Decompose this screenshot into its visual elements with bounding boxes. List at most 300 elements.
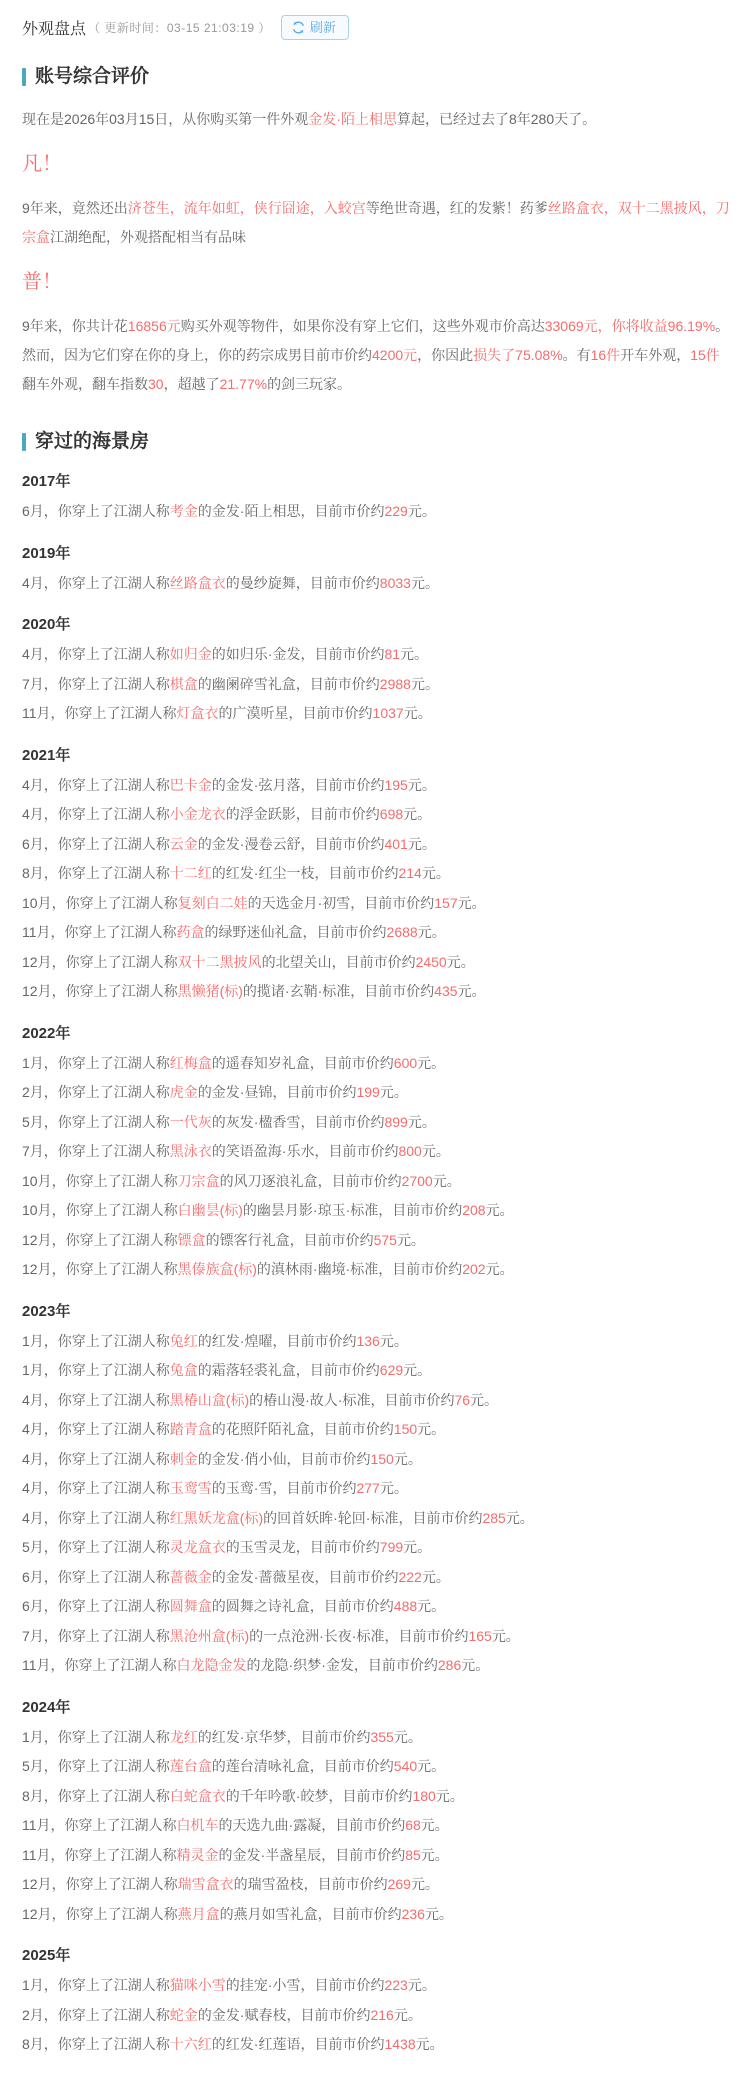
item-price: 202	[462, 1261, 486, 1277]
item-price: 629	[379, 1362, 404, 1378]
timeline-entry	[22, 1445, 732, 1475]
plain-text: 元。	[417, 1421, 446, 1437]
plain-text: 。有	[562, 347, 591, 363]
item-price: 2450	[415, 953, 447, 970]
item-price: 800	[398, 1143, 422, 1159]
item-nickname: 灯盒衣	[176, 705, 219, 721]
plain-text: 的	[242, 983, 257, 999]
plain-text: ，目前市价约	[295, 574, 380, 591]
item-name: 红发·京华梦	[211, 1728, 287, 1745]
plain-text: ，你穿上了江湖人称	[43, 1113, 170, 1130]
item-nickname: 黑沧州盒(标)	[169, 1627, 250, 1644]
entry-month: 11月	[22, 1817, 51, 1833]
plain-text: ，目前市价约	[370, 1391, 455, 1408]
plain-text: 江湖绝配，外观搭配相当有品味	[50, 229, 246, 245]
timeline-entry	[22, 1592, 732, 1622]
plain-text: 的	[197, 675, 212, 692]
item-name: 玉鸾·雪	[225, 1480, 273, 1496]
item-price: 575	[373, 1231, 397, 1248]
plain-text: 的	[242, 1202, 257, 1218]
plain-text: 的	[211, 1421, 226, 1437]
item-nickname: 黑椿山盒(标)	[169, 1391, 250, 1408]
section-title-text: 账号综合评价	[35, 66, 150, 87]
plain-text: 9年来，竟然还出	[22, 200, 128, 216]
item-name: 一点沧洲·长夜·标准	[263, 1627, 385, 1644]
entry-month: 12月	[22, 1261, 52, 1277]
entry-month: 6月	[22, 835, 44, 852]
highlight-text: 30	[148, 376, 164, 392]
plain-text: ，目前市价约	[398, 1509, 483, 1526]
plain-text: 的	[197, 1362, 212, 1378]
plain-text: ，超越了	[163, 376, 220, 392]
item-name: 花照阡陌礼盒	[225, 1421, 310, 1437]
entry-month: 5月	[22, 1113, 44, 1130]
entry-month: 10月	[22, 1202, 52, 1218]
plain-text: 的	[197, 1332, 212, 1349]
plain-text: 元。	[407, 1977, 436, 1993]
item-name: 红发·红尘一枝	[225, 865, 315, 881]
plain-text: 的	[246, 1657, 261, 1673]
timeline-entry	[22, 800, 732, 830]
timeline-entry	[22, 1752, 732, 1782]
item-nickname: 虎金	[169, 1084, 198, 1100]
plain-text: 。然而，因为它们穿在你的身上，你的药宗成男目前市价约	[22, 318, 730, 363]
plain-text: ，你穿上了江湖人称	[43, 1362, 170, 1378]
plain-text: 元。	[403, 1539, 432, 1555]
timeline-entry	[22, 1049, 732, 1079]
plain-text: ，目前市价约	[350, 894, 435, 911]
item-price: 698	[379, 806, 404, 822]
refresh-button[interactable]	[281, 15, 349, 40]
grade-heading: 普！	[22, 271, 62, 293]
section-title-evaluation	[22, 64, 732, 90]
item-price: 2988	[379, 675, 411, 692]
plain-text: ，你穿上了江湖人称	[43, 1787, 170, 1804]
plain-text: 的	[211, 1143, 226, 1159]
plain-text: ，你穿上了江湖人称	[43, 1728, 170, 1745]
item-price: 150	[370, 1450, 394, 1467]
entry-month: 4月	[22, 776, 44, 793]
item-price: 208	[462, 1202, 486, 1218]
plain-text: ，目前市价约	[321, 1817, 406, 1833]
plain-text: 元。	[393, 2006, 422, 2023]
item-name: 金发·昼锦	[211, 1084, 273, 1100]
plain-text: ，你穿上了江湖人称	[51, 1876, 178, 1892]
plain-text: 元。	[403, 806, 432, 822]
plain-text: 元。	[421, 1568, 450, 1585]
plain-text: ，目前市价约	[300, 835, 385, 852]
plain-text: ，目前市价约	[295, 1539, 380, 1555]
timeline-entry	[22, 1196, 732, 1226]
plain-text: 的	[211, 1480, 226, 1496]
plain-text: 的	[211, 2036, 226, 2052]
item-nickname: 白蛇盒衣	[169, 1787, 226, 1804]
plain-text: 元。	[420, 1817, 449, 1833]
item-nickname: 踏青盒	[169, 1421, 212, 1437]
item-name: 莲台清咏礼盒	[225, 1758, 310, 1774]
plain-text: 元。	[435, 1787, 464, 1804]
item-name: 如归乐·金发	[225, 646, 301, 662]
item-nickname: 刺金	[169, 1450, 198, 1467]
plain-text: ，目前市价约	[300, 776, 385, 793]
item-price: 214	[398, 865, 422, 881]
plain-text: ，目前市价约	[309, 1421, 394, 1437]
item-price: 277	[356, 1480, 380, 1496]
highlight-text: 21.77%	[219, 376, 268, 392]
entry-month: 1月	[22, 1362, 44, 1378]
plain-text: 的	[197, 1450, 212, 1467]
update-time: （ 更新时间：03-15 21:03:19 ）	[88, 20, 271, 35]
timeline-entry	[22, 670, 732, 700]
timeline-entry	[22, 1255, 732, 1285]
plain-text: 元。	[379, 1084, 408, 1100]
plain-text: ，目前市价约	[317, 1172, 402, 1189]
item-price: 223	[384, 1977, 408, 1993]
item-price: 195	[384, 776, 408, 793]
highlight-text: 4200元	[372, 347, 418, 363]
plain-text: 元。	[505, 1509, 534, 1526]
item-nickname: 白机车	[176, 1817, 219, 1833]
item-name: 广漠听星	[232, 705, 289, 721]
plain-text: ，你穿上了江湖人称	[50, 924, 177, 940]
plain-text: 算起，已经过去了8年280天了。	[396, 111, 597, 127]
entry-month: 1月	[22, 1977, 44, 1993]
item-name: 金发·陌上相思	[211, 503, 301, 519]
item-name: 金发·蔷薇星夜	[225, 1568, 315, 1585]
highlight-text: 15件	[690, 347, 720, 363]
timeline-entry	[22, 771, 732, 801]
plain-text: ，你穿上了江湖人称	[50, 705, 177, 721]
plain-text: 的	[197, 1084, 212, 1100]
plain-text: ，目前市价约	[288, 705, 373, 721]
plain-text: 元。	[415, 2036, 444, 2052]
item-name: 红发·煌曜	[211, 1332, 273, 1349]
timeline-entry	[22, 1108, 732, 1138]
plain-text: ，你穿上了江湖人称	[51, 1905, 178, 1922]
plain-text: 元。	[457, 983, 486, 999]
item-price: 136	[356, 1332, 380, 1349]
plain-text: ，目前市价约	[384, 1627, 469, 1644]
plain-text: ，你穿上了江湖人称	[43, 1084, 170, 1100]
item-price: 269	[387, 1876, 411, 1892]
item-price: 600	[393, 1054, 418, 1071]
plain-text: 的	[211, 1054, 226, 1071]
plain-text: ，目前市价约	[309, 1758, 394, 1774]
section-evaluation	[22, 64, 732, 399]
plain-text: 元。	[446, 953, 475, 970]
plain-text: ，目前市价约	[295, 806, 380, 822]
entry-month: 4月	[22, 806, 44, 822]
plain-text: 的	[225, 1539, 240, 1555]
year-heading: 2020年	[22, 616, 71, 633]
highlight-text: 损失了75.08%	[473, 347, 563, 363]
timeline-entry	[22, 1415, 732, 1445]
plain-text: ，你穿上了江湖人称	[43, 1758, 170, 1774]
entry-month: 4月	[22, 1509, 44, 1526]
plain-text: ，你穿上了江湖人称	[43, 1332, 170, 1349]
item-name: 玉雪灵龙	[239, 1539, 296, 1555]
evaluation-paragraph	[22, 312, 732, 399]
item-name: 灰发·楹香雪	[225, 1113, 301, 1130]
item-nickname: 玉鸾雪	[169, 1480, 212, 1496]
plain-text: ，目前市价约	[295, 1362, 380, 1378]
plain-text: ，你穿上了江湖人称	[43, 1450, 170, 1467]
plain-text: ，目前市价约	[272, 1084, 357, 1100]
plain-text: 的	[211, 646, 226, 662]
plain-text: 元。	[417, 1054, 446, 1071]
plain-text: 的	[249, 1391, 264, 1408]
plain-text: 元。	[407, 835, 436, 852]
plain-text: 的	[263, 1509, 278, 1526]
timeline-entry	[22, 1651, 732, 1681]
timeline-entry	[22, 1811, 732, 1841]
item-name: 金发·俏小仙	[211, 1450, 287, 1467]
plain-text: 现在是2026年03月15日，从你购买第一件外观	[22, 111, 309, 127]
plain-text: ，你穿上了江湖人称	[43, 1627, 170, 1644]
entry-month: 8月	[22, 865, 44, 881]
item-price: 2700	[401, 1172, 433, 1189]
item-price: 81	[384, 646, 401, 662]
year-heading: 2024年	[22, 1698, 71, 1716]
item-name: 燕月如雪礼盒	[233, 1905, 318, 1922]
timeline-entry	[22, 1841, 732, 1871]
year-heading: 2017年	[22, 473, 71, 490]
plain-text: ，目前市价约	[300, 1113, 385, 1130]
plain-text: 的	[219, 1172, 234, 1189]
plain-text: ，目前市价约	[272, 1480, 357, 1496]
accent-bar	[22, 433, 26, 451]
item-price: 68	[405, 1817, 421, 1833]
entry-month: 4月	[22, 1480, 44, 1496]
item-price: 286	[437, 1657, 462, 1673]
page-title: 外观盘点	[22, 20, 87, 38]
item-price: 401	[384, 835, 408, 852]
item-nickname: 丝路盒衣	[169, 574, 226, 591]
plain-text: 元。	[417, 924, 446, 940]
item-nickname: 镖盒	[177, 1231, 206, 1248]
highlight-text: 16件	[590, 347, 621, 363]
timeline-entry	[22, 1563, 732, 1593]
item-name: 圆舞之诗礼盒	[225, 1598, 310, 1614]
plain-text: ，目前市价约	[314, 1568, 399, 1585]
item-price: 222	[398, 1568, 422, 1585]
plain-text: ，你穿上了江湖人称	[43, 1568, 170, 1585]
entry-month: 10月	[22, 894, 52, 911]
timeline-entry	[22, 1971, 732, 2001]
plain-text: ，目前市价约	[378, 1202, 463, 1218]
item-name: 镖客行礼盒	[219, 1231, 290, 1248]
item-nickname: 药盒	[176, 924, 205, 940]
timeline-entry	[22, 1226, 732, 1256]
item-name: 遥春知岁礼盒	[225, 1054, 310, 1071]
timeline-entry	[22, 830, 732, 860]
item-name: 霜落轻裘礼盒	[211, 1362, 296, 1378]
plain-text: 的	[256, 1261, 271, 1277]
plain-text: ，你穿上了江湖人称	[43, 2036, 170, 2052]
entry-month: 12月	[22, 1231, 52, 1248]
plain-text: ，你因此	[417, 347, 474, 363]
plain-text: 的	[225, 574, 240, 591]
item-name: 浮金跃影	[239, 806, 296, 822]
item-nickname: 猫咪小雪	[169, 1977, 226, 1993]
item-nickname: 红黑妖龙盒(标)	[169, 1509, 264, 1526]
plain-text: ，目前市价约	[309, 1598, 394, 1614]
item-name: 金发·漫卷云舒	[211, 835, 301, 852]
item-nickname: 棋盒	[169, 675, 198, 692]
plain-text: ，目前市价约	[300, 2036, 385, 2052]
plain-text: 元。	[432, 1172, 461, 1189]
item-nickname: 如归金	[169, 646, 212, 662]
timeline-entry	[22, 859, 732, 889]
page-header	[22, 12, 732, 42]
plain-text: 的	[218, 705, 233, 721]
plain-text: 的	[225, 806, 240, 822]
plain-text: ，你穿上了江湖人称	[43, 2006, 170, 2023]
plain-text: ，目前市价约	[317, 1905, 402, 1922]
item-price: 85	[405, 1846, 421, 1863]
plain-text: ，目前市价约	[295, 675, 380, 692]
plain-text: 元。	[410, 675, 439, 692]
plain-text: ，你穿上了江湖人称	[51, 953, 178, 970]
plain-text: 的	[211, 1568, 226, 1585]
timeline-entry	[22, 1356, 732, 1386]
item-name: 笑语盈海·乐水	[225, 1143, 315, 1159]
year-heading: 2019年	[22, 544, 71, 562]
plain-text: 元。	[393, 1728, 422, 1745]
item-price: 216	[370, 2006, 394, 2023]
plain-text: 元。	[403, 1362, 432, 1378]
plain-text: 的	[225, 1787, 240, 1804]
timeline-entry	[22, 1167, 732, 1197]
entry-month: 6月	[22, 1568, 44, 1585]
accent-bar	[22, 68, 26, 86]
timeline-entry	[22, 1782, 732, 1812]
plain-text: ，你穿上了江湖人称	[43, 675, 170, 692]
item-price: 435	[434, 983, 458, 999]
entry-month: 10月	[22, 1172, 52, 1189]
item-nickname: 蔷薇金	[169, 1568, 212, 1585]
item-name: 北望关山	[275, 953, 332, 970]
item-name: 幽阑碎雪礼盒	[211, 675, 296, 692]
plain-text: ，你穿上了江湖人称	[43, 1391, 170, 1408]
timeline-entry	[22, 699, 732, 729]
plain-text: ，目前市价约	[302, 924, 387, 940]
plain-text: 开车外观，	[620, 347, 691, 363]
timeline-entry	[22, 1078, 732, 1108]
item-nickname: 燕月盒	[177, 1905, 220, 1922]
evaluation-paragraph	[22, 194, 732, 252]
plain-text: ，目前市价约	[300, 503, 385, 519]
plain-text: ，目前市价约	[328, 1787, 413, 1804]
timeline-entry	[22, 1474, 732, 1504]
item-nickname: 刀宗盒	[177, 1172, 220, 1189]
entry-month: 7月	[22, 675, 44, 692]
item-nickname: 瑞雪盒衣	[177, 1876, 234, 1892]
plain-text: 的	[218, 1846, 233, 1863]
plain-text: 元。	[407, 503, 436, 519]
plain-text: ，你穿上了江湖人称	[43, 835, 170, 852]
plain-text: ，你穿上了江湖人称	[51, 894, 178, 911]
entry-month: 12月	[22, 1876, 52, 1892]
plain-text: 元。	[417, 1598, 446, 1614]
plain-text: ，你穿上了江湖人称	[51, 983, 178, 999]
item-price: 229	[384, 503, 408, 519]
plain-text: ，你穿上了江湖人称	[51, 1231, 178, 1248]
entry-month: 11月	[22, 1846, 51, 1863]
item-price: 157	[434, 894, 458, 911]
plain-text: 元。	[491, 1627, 520, 1644]
item-price: 285	[482, 1509, 506, 1526]
item-name: 龙隐·织梦·金发	[260, 1657, 354, 1673]
plain-text: 元。	[421, 865, 450, 881]
plain-text: ，你穿上了江湖人称	[43, 1480, 170, 1496]
item-name: 椿山漫·故人·标准	[263, 1391, 371, 1408]
evaluation-blocks	[22, 105, 732, 399]
plain-text: ，目前市价约	[331, 953, 416, 970]
item-nickname: 蛇金	[169, 2006, 198, 2023]
entry-month: 1月	[22, 1332, 44, 1349]
entry-month: 2月	[22, 2006, 44, 2023]
timeline-entry	[22, 889, 732, 919]
item-name: 红发·红莲语	[225, 2036, 301, 2052]
plain-text: ，目前市价约	[378, 1261, 463, 1277]
highlight-text: 济苍生，流年如虹，侠行囧途，入蛟宫	[127, 200, 366, 216]
item-nickname: 双十二黑披风	[177, 953, 262, 970]
plain-text: 的	[197, 503, 212, 519]
plain-text: ，目前市价约	[286, 1728, 371, 1745]
plain-text: ，你穿上了江湖人称	[43, 1598, 170, 1614]
year-heading: 2022年	[22, 1024, 71, 1042]
plain-text: 元。	[461, 1657, 490, 1673]
item-name: 揽诸·玄鞘·标准	[256, 983, 351, 999]
item-name: 金发·弦月落	[225, 776, 301, 793]
item-nickname: 云金	[169, 835, 198, 852]
item-name: 瑞雪盈枝	[247, 1876, 304, 1892]
plain-text: 元。	[424, 1905, 453, 1922]
plain-text: ，你穿上了江湖人称	[43, 1143, 170, 1159]
item-nickname: 兔红	[169, 1332, 198, 1349]
item-price: 150	[393, 1421, 418, 1437]
timeline-entry	[22, 1533, 732, 1563]
item-nickname: 小金龙衣	[169, 806, 226, 822]
plain-text: ，目前市价约	[350, 983, 435, 999]
item-nickname: 一代灰	[169, 1113, 212, 1130]
timeline-list	[22, 467, 732, 2060]
item-price: 8033	[379, 574, 411, 591]
section-timeline	[22, 429, 732, 2060]
plain-text: ，目前市价约	[353, 1657, 438, 1673]
plain-text: ，目前市价约	[314, 1143, 399, 1159]
entry-month: 11月	[22, 924, 51, 940]
item-price: 899	[384, 1113, 408, 1130]
plain-text: 元。	[470, 1391, 499, 1408]
plain-text: 9年来，你共计花	[22, 318, 128, 334]
item-price: 236	[401, 1905, 425, 1922]
timeline-entry	[22, 1504, 732, 1534]
entry-month: 4月	[22, 1450, 44, 1467]
highlight-text: 16856元	[127, 318, 181, 334]
timeline-entry	[22, 1723, 732, 1753]
timeline-entry	[22, 2001, 732, 2031]
entry-month: 1月	[22, 1728, 44, 1745]
plain-text: 元。	[485, 1202, 514, 1218]
item-nickname: 灵龙盒衣	[169, 1539, 226, 1555]
plain-text: ，你穿上了江湖人称	[50, 1817, 177, 1833]
timeline-entry	[22, 497, 732, 527]
entry-month: 5月	[22, 1758, 44, 1774]
plain-text: ，你穿上了江湖人称	[50, 1657, 177, 1673]
entry-month: 4月	[22, 574, 44, 591]
